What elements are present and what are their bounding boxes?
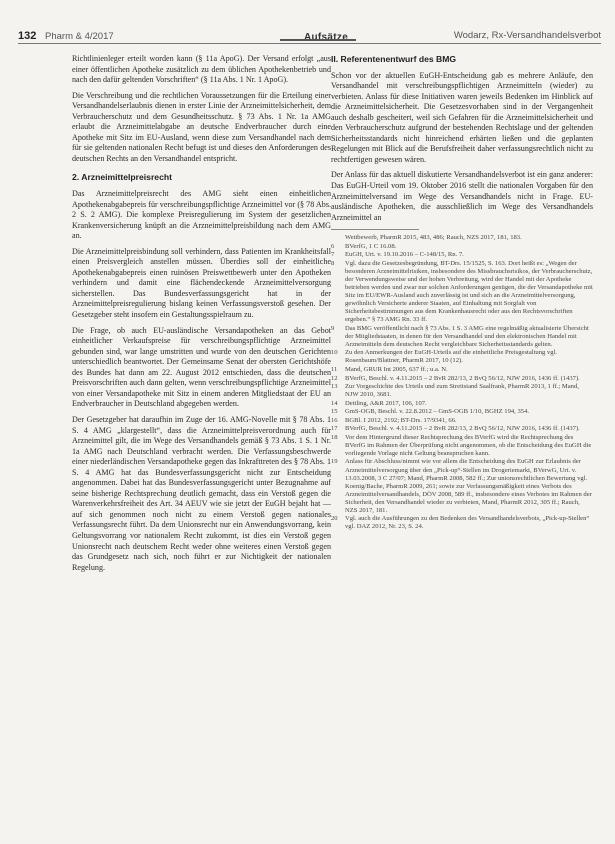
- footnote: [331, 383, 593, 399]
- footnote-number: 16: [331, 416, 338, 424]
- footnote-text: Vgl. dazu die Gesetzesbegründung, BT-Drs. 15/1525, S. 163. Dort heißt es: „Wegen der besonderen Arzneimittelrisiken, insbesondere des Missbrauchsrisikos, der Verbraucherschutz, der Verwendungsweise und der hohen Verbreitung, wird der Handel mit der Apotheke betrieben werden und zwar nur solchen Anforderungen genügen, die der Versandapotheke mit Sitz im EU/EWR-Ausland auch zuverlässig ist und sich an die Arzneimittelversorgung, gewöhnlich Versicherte anderer Staaten, auf Einhaltung mit Sorgfalt von Sicherheitsbestimmungen aus dem Krankenhausrecht oder aus den Rechtsvorschriften ergeben.“ § 73 AMG Rn. 33 ff.: [345, 259, 593, 324]
- footnote-text: BVerfG, 1 C 16.08.: [345, 242, 397, 250]
- paragraph: Schon vor der aktuellen EuGH-Entscheidung gab es mehrere Anläufe, den Versandhandel mit verschreibungspflichtigen Arzneimitteln (wieder) zu verbieten. Anlass für diese Initiativen waren jeweils Bedenken im Hinblick auf die Arzneimittelsicherheit. Die Gesetzesvorhaben sind in der Vergangenheit auch deshalb gescheitert, weil sich Gefahren für die Arzneimittelsicherheit und den Verbraucherschutz aufgrund der bestehenden Rechtslage und der geltenden Sicherheitsstandards nicht hinreichend erhärten ließen und die geplanten Regelungen mit Blick auf die Berufsfreiheit daher verfassungsrechtlich nicht zu rechtfertigen gewesen wären.: [331, 70, 593, 164]
- footnote-text: Wettbewerb, PharmR 2015, 483, 486; Rauch, NZS 2017, 181, 183.: [345, 234, 522, 242]
- footnote-number: 19: [331, 458, 338, 466]
- paragraph: Die Arzneimittelpreisbindung soll verhindern, dass Patienten im Krankheitsfall einen Preisvergleich anstellen müssen. Überdies soll der einheitliche Apothekenabgabepreis einen ruinösen Preiswettbewerb unter den Apotheken verhindern und damit eine flächendeckende Arzneimittelversorgung sicherstellen. Das Bundesverfassungsgericht hat in der Arzneimittelpreisregulierung bislang keinen Verfassungsverstoß gesehen. Der Gesetzgeber steht insofern ein Gestaltungsspielraum zu.: [72, 246, 331, 320]
- footnote-text: Zur Vorgeschichte des Urteils und zum Streitstand Saalfrank, PharmR 2013, 1 ff.; Mand, NJW 2010, 3681.: [345, 383, 579, 399]
- footnote-number: [331, 234, 345, 242]
- page-number: 132: [18, 30, 37, 42]
- running-title: Wodarz, Rx-Versandhandelsverbot: [453, 30, 601, 41]
- paragraph: Der Gesetzgeber hat daraufhin im Zuge der 16. AMG-Novelle mit § 78 Abs. 1 S. 4 AMG „klargestellt“, dass die Arzneimittelpreisverordnung auch für Arzneimittel gilt, die im Wege des Versandhandels gemäß § 73 Abs. 1 S. 1 Nr. 1a AMG nach Deutschland verbracht werden. Die Verfassungsbeschwerde einer niederländischen Versandapotheke gegen das Inkrafttreten des § 78 Abs. 1 S. 4 AMG hat das Bundesverfassungsgericht nicht zur Entscheidung angenommen. Dabei hat das Bundesverfassungsgericht unter Bezugnahme auf seine bisherige Rechtsprechung deutlich gemacht, dass ein Verstoß gegen die Warenverkehrsfreiheit des Art. 34 AEUV wie sie jetzt der EuGH bejaht hat — auf sich genommen noch nicht zu einem Verstoß gegen nationales Verfassungsrecht führt. Da dem Unionsrecht nur ein Anwendungsvorrang, kein Geltungsvorrang vor nationalem Recht zukommt, ist dies ein Verstoß gegen Unionsrecht nach deutschem Recht weder ohne weiteres einen Verstoß gegen das Grundgesetz nach sich, noch führt er zur Nichtigkeit der nationalen Regelung.: [72, 414, 331, 572]
- footnote-number: 7: [331, 251, 335, 259]
- footnote-number: 10: [331, 349, 338, 357]
- footnote-text: Vor dem Hintergrund dieser Rechtsprechung des BVerfG wird die Rechtsprechung des BVerfG im Rahmen der Überprüfung nicht angenommen, ob die Entscheidung des EuGH die vorliegende Vorlage nicht Geltung beanspruchen kann.: [345, 433, 592, 457]
- section-heading: II. Referentenentwurf des BMG: [331, 54, 457, 64]
- footnote-text: Mand, GRUR Int 2005, 637 ff.; u.a. N.: [345, 365, 448, 373]
- footnote-number: 14: [331, 399, 338, 407]
- footnote-number: 6: [331, 242, 335, 250]
- footnote: [331, 400, 593, 408]
- footnote: [331, 234, 593, 242]
- footnote-number: 20: [331, 515, 338, 523]
- footnote: [331, 349, 593, 365]
- footnote-text: GmS-OGB, Beschl. v. 22.8.2012 – GmS-OGB 1/10, BGHZ 194, 354.: [345, 408, 530, 416]
- section-title: Aufsätze: [304, 32, 349, 43]
- paragraph: Der Anlass für das aktuell diskutierte Versandhandelsverbot ist ein ganz anderer: Das EuGH-Urteil vom 19. Oktober 2016 stellt die nationalen Vorgaben für den Arzneimittelversand im Wege des Versandhandels nicht in Frage. EU-ausländische Apotheken, die ausschließlich im Wege des Versandhandels Arzneimittel an: [331, 170, 593, 222]
- header-left: [18, 30, 114, 42]
- footnote-text: BVerfG, Beschl. v. 4.11.2015 – 2 BvR 282/13, 2 BvQ 56/12, NJW 2016, 1436 ff. (1437).: [345, 374, 580, 382]
- left-column: [72, 54, 331, 578]
- footnote: [331, 375, 593, 383]
- right-column: [331, 54, 593, 532]
- footnote: [331, 408, 593, 416]
- footnote: [331, 243, 593, 251]
- footnote-text: Vgl. auch die Ausführungen zu den Bedenken des Versandhandelsverbots, „Pick-up-Stellen“ vgl. DAZ 2012, Nr. 23, S. 24.: [345, 515, 590, 531]
- paragraph: Die Verschreibung und die rechtlichen Voraussetzungen für die Erteilung einer Versandhandelserlaubnis dienen in erster Linie der Arzneimittelsicherheit, dem Verbraucherschutz und dem Gesundheitsschutz. § 73 Abs. 1 Nr. 1a AMG erlaubt die Arzneimittelabgabe an deutsche Endverbraucher durch eine Apotheke mit Sitz im EU-Ausland, wenn diese zum Versandhandel nach dem für sie geltenden nationalen Recht befugt ist und dieses den Anforderungen des deutschen Rechts an den Versandhandel entspricht.: [72, 90, 331, 163]
- section-heading: 2. Arzneimittelpreisrecht: [72, 172, 172, 183]
- footnote-number: 8: [331, 259, 335, 267]
- footnote: [331, 515, 593, 531]
- footnote-number: 13: [331, 383, 338, 391]
- footnote-text: Anlass für Abschluss/nimmt wie vor allem die Entscheidung des EuGH zur Erlaubnis der Arzneimittelversorgung über den „Pick-up“-Stellen im Drogeriemarkt, BVerwG, Urt. v. 13.03.2008, 3 C 27/07; Mand, PharmR 2008, 582 ff.; Zur unionsrechtlichen Bewertung vgl. Koenig/Bache, PharmR 2009, 261; sowie zur Verfassungsmäßigkeit eines Verbots des Arzneimittelversandhandels, DÖV 2008, 589 ff., insbesondere eines Verbotes im Rahmen der Sicherheit, den Versandhandel wieder zu verbieten, Mand, PharmR 2012, 305 ff.; Rauch, NZS 2017, 181.: [345, 458, 592, 514]
- footnote-number: 9: [331, 324, 335, 332]
- footnote: [331, 260, 593, 324]
- footnote: [331, 458, 593, 514]
- footnote: [331, 417, 593, 425]
- footnote-text: EuGH, Urt. v. 19.10.2016 – C-148/15, Rn. 7.: [345, 251, 464, 259]
- paragraph: Die Frage, ob auch EU-ausländische Versandapotheken an das Gebot einheitlicher Verkaufspreise für verschreibungspflichtige Arzneimittel gebunden sind, war lange umstritten und wurde von den deutschen Gerichten unterschiedlich beantwortet. Der Gemeinsame Senat der obersten Gerichtshöfe des Bundes hat dann am 22. August 2012 entschieden, dass die deutschen Preisvorschriften auch dann gelten, wenn verschreibungspflichtige Arzneimittel von einer Versandapotheke mit Sitz in einem anderen Mitgliedstaat der EU an Endverbraucher in Deutschland abgegeben werden.: [72, 325, 331, 409]
- footnote-rule: [331, 229, 419, 230]
- footnote-text: BVerfG, Beschl. v. 4.11.2015 – 2 BvR 282/13, 2 BvQ 56/12, NJW 2016, 1436 ff. (1437).: [345, 425, 580, 433]
- footnotes: [331, 234, 593, 531]
- footnote-number: 15: [331, 408, 338, 416]
- footnote-text: Dettling, A&R 2017, 106, 107.: [345, 399, 427, 407]
- footnote-text: Das BMG veröffentlicht nach § 73 Abs. 1 S. 3 AMG eine regelmäßig aktualisierte Übersicht der Mitgliedstaaten, in denen für den Versandhandel und den elektronischen Handel mit Arzneimitteln dem deutschen Recht vergleichbare Sicherheitsstandards gelten.: [345, 324, 589, 348]
- footnote: [331, 425, 593, 433]
- footnote-number: 18: [331, 433, 338, 441]
- footnote: [331, 434, 593, 458]
- header-rule: [18, 43, 601, 44]
- footnote: [331, 366, 593, 374]
- paragraph: Das Arzneimittelpreisrecht des AMG sieht einen einheitlichen Apothekenabgabepreis für verschreibungspflichtige Arzneimittel vor (§ 78 Abs. 2 S. 2 AMG). Die komplexe Preisregulierung im System der gesetzlichen Krankenversicherung knüpft an die Arzneimittelpreisbildung nach dem AMG an.: [72, 189, 331, 241]
- paragraph: Richtlinienleger erteilt worden kann (§ 11a ApoG). Der Versand erfolgt „aus einer öffentlichen Apotheke zusätzlich zu dem üblichen Apothekenbetrieb und nach den dafür geltenden Vorschriften“ (§ 11a Abs. 1 Nr. 1 ApoG).: [72, 54, 331, 85]
- footnote-text: BGBl. I 2012, 2192; BT-Drs. 17/9341, 66.: [345, 416, 457, 424]
- footnote-number: 17: [331, 425, 338, 433]
- footnote-number: 11: [331, 365, 338, 373]
- footnote-text: Zu den Anmerkungen der EuGH-Urteils auf die einheitliche Preisgestaltung vgl. Rosenbaum/Blattner, PharmR 2017, 10 (12).: [345, 349, 558, 365]
- section-marker-rule: [280, 39, 356, 41]
- footnote-number: 12: [331, 374, 338, 382]
- journal-name: Pharm & 4/2017: [45, 31, 114, 42]
- footnote: [331, 325, 593, 349]
- footnote: [331, 251, 593, 259]
